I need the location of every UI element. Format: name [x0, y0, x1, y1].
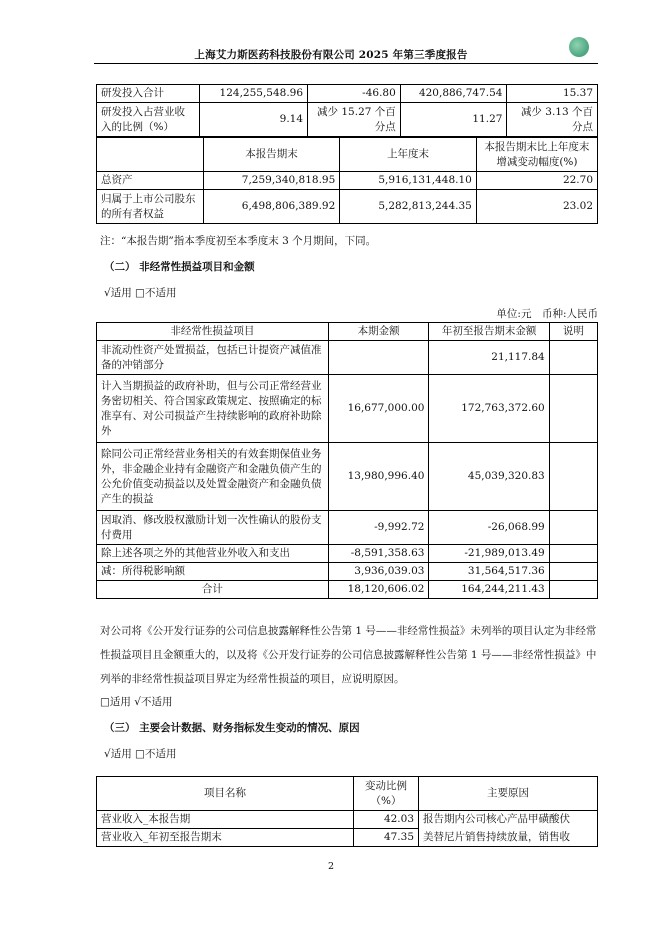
- table-cell: 9.14: [199, 103, 307, 137]
- table-cell: 42.03: [354, 811, 419, 829]
- table-row: [97, 190, 598, 224]
- table-row: [97, 443, 598, 511]
- table-cell: 15.37: [507, 85, 598, 103]
- table-cell: 47.35: [354, 829, 419, 847]
- table-cell: [97, 138, 204, 172]
- table-cell: [549, 375, 597, 443]
- table-cell: 5,282,813,244.35: [340, 190, 477, 224]
- table-cell: [549, 341, 597, 375]
- table-cell: -9,992.72: [328, 511, 429, 545]
- table-cell: 减少 15.27 个百分点: [308, 103, 401, 137]
- section-heading: （三） 主要会计数据、财务指标发生变动的情况、原因: [104, 722, 360, 734]
- table-cell: 报告期内公司核心产品甲磺酸伏: [419, 811, 598, 829]
- table-header-cell: 本期金额: [328, 323, 429, 341]
- table-cell: 减少 3.13 个百分点: [507, 103, 598, 137]
- table-row: [97, 563, 598, 581]
- table-cell: 营业收入_本报告期: [97, 811, 354, 829]
- table-cell: 除同公司正常经营业务相关的有效套期保值业务外，非金融企业持有金融资产和金融负债产生的公允价值变动损益以及处置金融资产和金融负债产生的损益: [97, 443, 329, 511]
- table-cell: 22.70: [476, 172, 597, 190]
- table-cell: -46.80: [308, 85, 401, 103]
- table-cell: 172,763,372.60: [429, 375, 549, 443]
- table-cell: 非流动性资产处置损益，包括已计提资产减值准备的冲销部分: [97, 341, 329, 375]
- table-cell: [328, 341, 429, 375]
- table-row: [97, 511, 598, 545]
- table-total-row: [97, 581, 598, 599]
- table-cell: 45,039,320.83: [429, 443, 549, 511]
- table-cell: 归属于上市公司股东的所有者权益: [97, 190, 204, 224]
- applicable-checkbox-text: √适用 □不适用: [104, 287, 177, 299]
- table-cell: 除上述各项之外的其他营业外收入和支出: [97, 545, 329, 563]
- table-header-cell: 项目名称: [97, 777, 354, 811]
- table-row: [97, 375, 598, 443]
- table-header-cell: 说明: [549, 323, 597, 341]
- table-row: [97, 85, 598, 103]
- table-header-cell: 年初至报告期末金额: [429, 323, 549, 341]
- table-cell: 21,117.84: [429, 341, 549, 375]
- page-header-title: 上海艾力斯医药科技股份有限公司 2025 年第三季度报告: [194, 49, 468, 61]
- company-logo-icon: [569, 37, 589, 57]
- applicable-checkbox-text: √适用 □不适用: [104, 748, 177, 760]
- table-cell: 计入当期损益的政府补助，但与公司正常经营业务密切相关、符合国家政策规定、按照确定的标准享有、对公司损益产生持续影响的政府补助除外: [97, 375, 329, 443]
- page-number: 2: [327, 861, 335, 872]
- table-header-cell: 主要原因: [419, 777, 598, 811]
- table-cell: [549, 581, 597, 599]
- table-cell: 5,916,131,448.10: [340, 172, 477, 190]
- table-cell: -26,068.99: [429, 511, 549, 545]
- table-cell: [549, 511, 597, 545]
- table-cell: -21,989,013.49: [429, 545, 549, 563]
- section-heading: （二） 非经常性损益项目和金额: [104, 261, 255, 273]
- table-cell: 3,936,039.03: [328, 563, 429, 581]
- table-cell: 总资产: [97, 172, 204, 190]
- assets-table: [96, 137, 598, 224]
- table-cell: 研发投入占营业收入的比例（%）: [97, 103, 200, 137]
- financial-changes-table: [96, 776, 598, 847]
- table-header-cell: 本报告期末: [203, 138, 340, 172]
- table-row: [97, 103, 598, 137]
- table-row: [97, 811, 598, 829]
- table-cell: 7,259,340,818.95: [203, 172, 340, 190]
- table-cell: 营业收入_年初至报告期末: [97, 829, 354, 847]
- table-row: [97, 829, 598, 847]
- table-cell: 124,255,548.96: [199, 85, 307, 103]
- table-header-cell: 变动比例（%）: [354, 777, 419, 811]
- table-header-row: [97, 777, 598, 811]
- table-header-row: [97, 323, 598, 341]
- table-header-cell: 上年度末: [340, 138, 477, 172]
- table-cell: 因取消、修改股权激励计划一次性确认的股份支付费用: [97, 511, 329, 545]
- rd-and-assets-table: [96, 84, 598, 137]
- table-note: 注：“本报告期”指本季度初至本季度末 3 个月期间，下同。: [100, 235, 377, 247]
- table-cell: 合计: [97, 581, 329, 599]
- table-cell: 美替尼片销售持续放量，销售收: [419, 829, 598, 847]
- table-cell: 11.27: [400, 103, 507, 137]
- table-cell: 18,120,606.02: [328, 581, 429, 599]
- table-cell: 13,980,996.40: [328, 443, 429, 511]
- table-cell: 16,677,000.00: [328, 375, 429, 443]
- table-cell: 31,564,517.36: [429, 563, 549, 581]
- table-header-cell: 本报告期末比上年度末增减变动幅度(%): [476, 138, 597, 172]
- table-header-row: [97, 138, 598, 172]
- non-recurring-items-table: [96, 322, 598, 599]
- table-row: [97, 545, 598, 563]
- table-cell: 减：所得税影响额: [97, 563, 329, 581]
- header-divider: [94, 63, 598, 64]
- table-cell: [549, 545, 597, 563]
- table-cell: [549, 443, 597, 511]
- table-cell: 23.02: [476, 190, 597, 224]
- table-cell: 164,244,211.43: [429, 581, 549, 599]
- unit-label: 单位:元 币种:人民币: [496, 308, 598, 320]
- table-cell: 6,498,806,389.92: [203, 190, 340, 224]
- table-cell: -8,591,358.63: [328, 545, 429, 563]
- explanation-paragraph: 对公司将《公开发行证券的公司信息披露解释性公告第 1 号——非经常性损益》未列举的项目认定为非经常性损益项目且金额重大的，以及将《公开发行证券的公司信息披露解释性公告第 1 号——非经常性损益》中列举的非经常性损益项目界定为经常性损益的项目，应说明原因。: [100, 625, 597, 685]
- table-row: [97, 172, 598, 190]
- table-cell: 420,886,747.54: [400, 85, 507, 103]
- table-cell: [549, 563, 597, 581]
- applicable-checkbox-text: □适用 √不适用: [100, 696, 173, 708]
- table-row: [97, 341, 598, 375]
- table-header-cell: 非经常性损益项目: [97, 323, 329, 341]
- table-cell: 研发投入合计: [97, 85, 200, 103]
